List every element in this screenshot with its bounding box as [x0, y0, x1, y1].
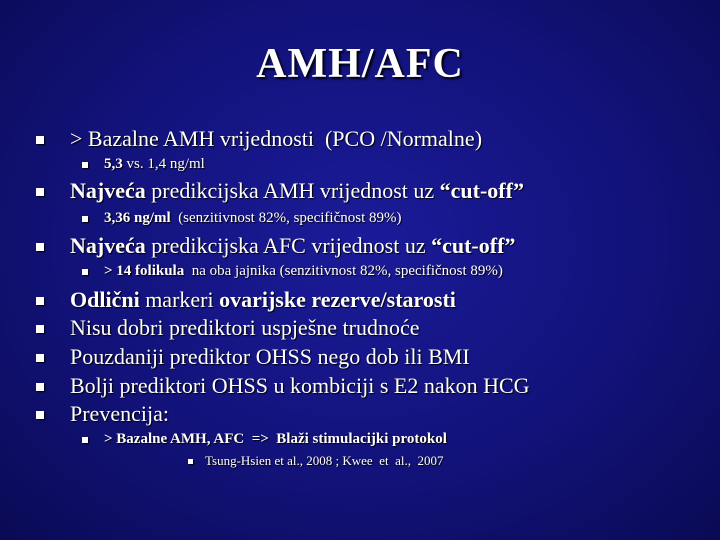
item-bold: 3,36 ng/ml [104, 210, 171, 226]
bullet-item [70, 373, 530, 399]
bullet-item-amh-cutoff [70, 178, 524, 204]
item-text: markeri [139, 287, 220, 312]
sub-bullet-item [104, 263, 503, 280]
bullet-icon [36, 188, 44, 196]
item-bold: > 14 folikula [104, 263, 185, 279]
bullet-item-prevention [70, 401, 169, 427]
item-text: na oba jajnika (senzitivnost 82%, specifičnost 89%) [184, 263, 503, 279]
sub-bullet-item [104, 431, 447, 448]
bullet-icon [36, 136, 44, 144]
bullet-icon [36, 383, 44, 391]
bullet-item-afc-cutoff [70, 233, 515, 259]
citation-text: Tsung-Hsien et al., 2008 ; Kwee et al., 2007 [205, 453, 444, 468]
bullet-icon [82, 162, 88, 168]
item-bold: Najveća [70, 178, 146, 203]
bullet-icon [82, 269, 88, 275]
bullet-icon [82, 437, 88, 443]
item-text: Nisu dobri prediktori uspješne trudnoće [70, 315, 420, 340]
bullet-item-markers [70, 287, 456, 313]
item-text: (PCO /Normalne) [313, 126, 483, 151]
bullet-icon [36, 354, 44, 362]
bullet-icon [36, 297, 44, 305]
slide-title: AMH/AFC [256, 41, 464, 87]
sub-bullet-item [104, 210, 401, 227]
item-bold: Odlični [70, 287, 140, 312]
item-text: (senzitivnost 82%, specifičnost 89%) [170, 210, 402, 226]
item-text: Pouzdaniji prediktor OHSS nego dob ili BMI [70, 344, 470, 369]
item-bold: Najveća [70, 233, 146, 258]
bullet-item [70, 344, 470, 370]
item-text: predikcijska AFC vrijednost uz [145, 233, 432, 258]
item-bold: 5,3 [104, 156, 123, 172]
bullet-icon [36, 411, 44, 419]
bullet-icon [36, 325, 44, 333]
item-text: Prevencija: [70, 401, 169, 426]
bullet-icon [82, 216, 88, 222]
item-bold: “cut-off” [431, 233, 516, 258]
bullet-item [70, 315, 420, 341]
sub-bullet-item [104, 156, 205, 173]
item-text: Bolji prediktori OHSS u kombiciji s E2 nakon HCG [70, 373, 530, 398]
item-bold: > Bazalne AMH, AFC => Blaži stimulacijki protokol [104, 431, 447, 447]
item-text: predikcijska AMH vrijednost uz [145, 178, 440, 203]
item-bold: “cut-off” [439, 178, 524, 203]
item-bold: ovarijske rezerve/starosti [219, 287, 456, 312]
bullet-item-basal-amh [70, 126, 482, 152]
citation [205, 453, 443, 469]
bullet-icon [36, 243, 44, 251]
item-text: vs. 1,4 ng/ml [122, 156, 205, 172]
item-text: > Bazalne AMH vrijednosti [70, 126, 314, 151]
bullet-icon [188, 459, 193, 464]
